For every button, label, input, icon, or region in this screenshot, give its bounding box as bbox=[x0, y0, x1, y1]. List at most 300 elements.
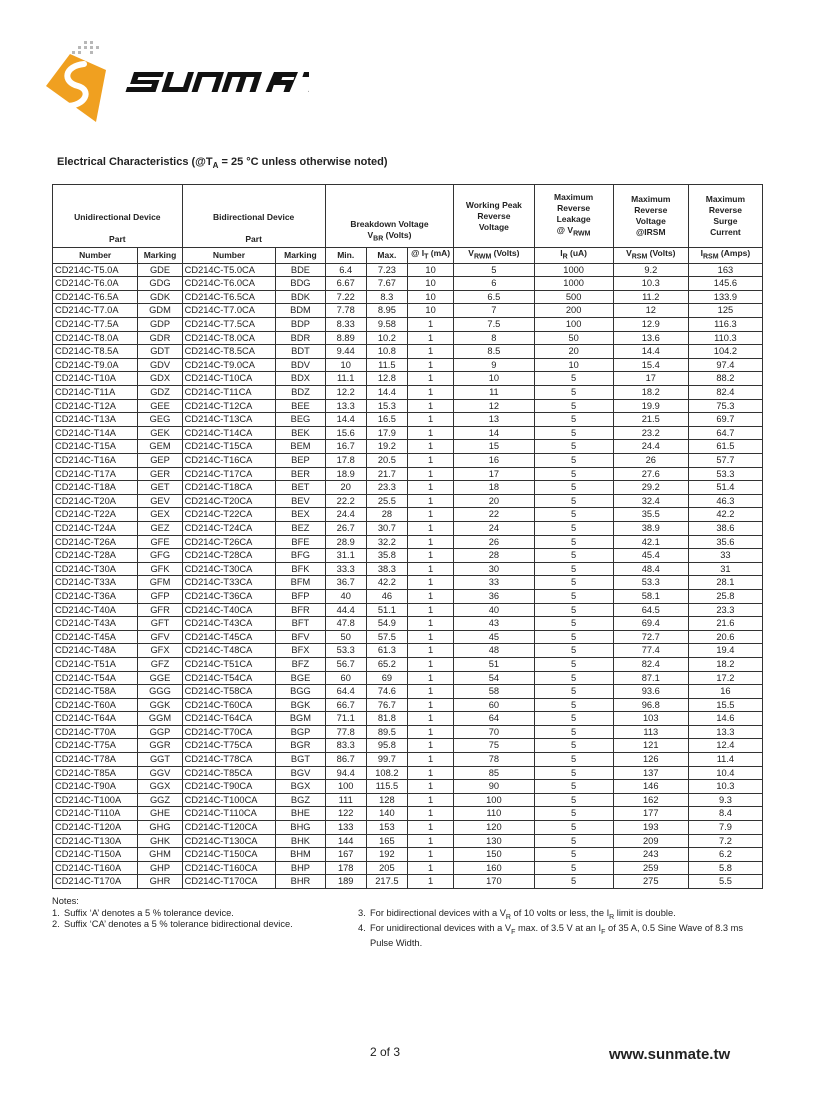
table-cell: 5 bbox=[534, 535, 613, 549]
table-cell: 1 bbox=[407, 753, 453, 767]
table-cell: 38.3 bbox=[366, 562, 407, 576]
table-cell: 7.2 bbox=[688, 834, 762, 848]
notes-header: Notes: bbox=[52, 896, 79, 906]
table-cell: BDV bbox=[276, 358, 325, 372]
table-cell: 130 bbox=[454, 834, 534, 848]
header-bi-part-number: Number bbox=[182, 248, 276, 264]
table-cell: CD214C-T13A bbox=[53, 413, 138, 427]
table-cell: GGG bbox=[138, 685, 182, 699]
table-cell: CD214C-T54CA bbox=[182, 671, 276, 685]
table-row bbox=[53, 671, 763, 685]
table-cell: 5 bbox=[534, 712, 613, 726]
table-cell: 145.6 bbox=[688, 277, 762, 291]
table-row bbox=[53, 698, 763, 712]
table-cell: 75 bbox=[454, 739, 534, 753]
table-cell: CD214C-T7.0CA bbox=[182, 304, 276, 318]
table-cell: CD214C-T10CA bbox=[182, 372, 276, 386]
table-cell: 17.2 bbox=[688, 671, 762, 685]
table-cell: BGX bbox=[276, 780, 325, 794]
table-cell: 153 bbox=[366, 821, 407, 835]
table-cell: 61.5 bbox=[688, 440, 762, 454]
table-row bbox=[53, 318, 763, 332]
table-cell: CD214C-T6.5CA bbox=[182, 290, 276, 304]
table-cell: 5 bbox=[534, 766, 613, 780]
table-cell: 42.2 bbox=[366, 576, 407, 590]
table-row bbox=[53, 494, 763, 508]
electrical-characteristics-table bbox=[52, 184, 763, 889]
table-cell: 50 bbox=[534, 331, 613, 345]
table-row bbox=[53, 467, 763, 481]
table-row bbox=[53, 821, 763, 835]
table-cell: CD214C-T130CA bbox=[182, 834, 276, 848]
table-cell: 42.2 bbox=[688, 508, 762, 522]
table-cell: 14 bbox=[454, 426, 534, 440]
table-cell: BEE bbox=[276, 399, 325, 413]
table-cell: BGM bbox=[276, 712, 325, 726]
table-cell: 17 bbox=[454, 467, 534, 481]
table-cell: 5 bbox=[534, 386, 613, 400]
table-cell: 36.7 bbox=[325, 576, 366, 590]
table-cell: 1 bbox=[407, 358, 453, 372]
table-row bbox=[53, 603, 763, 617]
table-cell: BHM bbox=[276, 848, 325, 862]
table-cell: 126 bbox=[613, 753, 688, 767]
table-cell: CD214C-T58A bbox=[53, 685, 138, 699]
table-cell: GEP bbox=[138, 454, 182, 468]
table-cell: 60 bbox=[325, 671, 366, 685]
table-cell: 7.22 bbox=[325, 290, 366, 304]
table-cell: 1 bbox=[407, 630, 453, 644]
table-cell: BGG bbox=[276, 685, 325, 699]
table-cell: 192 bbox=[366, 848, 407, 862]
table-cell: 5.5 bbox=[688, 875, 762, 889]
table-cell: 7.23 bbox=[366, 263, 407, 277]
table-cell: BEX bbox=[276, 508, 325, 522]
table-cell: 1 bbox=[407, 766, 453, 780]
table-cell: CD214C-T7.0A bbox=[53, 304, 138, 318]
header-uni-part-marking: Marking bbox=[138, 248, 182, 264]
table-cell: CD214C-T11A bbox=[53, 386, 138, 400]
table-cell: 64.7 bbox=[688, 426, 762, 440]
table-cell: 1 bbox=[407, 834, 453, 848]
table-row bbox=[53, 345, 763, 359]
table-row bbox=[53, 277, 763, 291]
table-cell: 9.2 bbox=[613, 263, 688, 277]
header-vrsm: $V_{RSM}$ (Volts) bbox=[613, 248, 688, 264]
table-cell: 54 bbox=[454, 671, 534, 685]
table-cell: 38.6 bbox=[688, 521, 762, 535]
table-cell: CD214C-T170A bbox=[53, 875, 138, 889]
table-cell: CD214C-T40CA bbox=[182, 603, 276, 617]
table-cell: BDM bbox=[276, 304, 325, 318]
table-row bbox=[53, 861, 763, 875]
table-cell: 140 bbox=[366, 807, 407, 821]
table-cell: BFR bbox=[276, 603, 325, 617]
table-cell: 86.7 bbox=[325, 753, 366, 767]
table-cell: 10.3 bbox=[613, 277, 688, 291]
table-cell: 1 bbox=[407, 467, 453, 481]
logo-mark bbox=[46, 54, 106, 122]
table-cell: 6.2 bbox=[688, 848, 762, 862]
table-cell: CD214C-T6.5A bbox=[53, 290, 138, 304]
table-cell: CD214C-T15CA bbox=[182, 440, 276, 454]
header-uni-part-number: Number bbox=[53, 248, 138, 264]
table-cell: 51.1 bbox=[366, 603, 407, 617]
table-cell: 5 bbox=[534, 671, 613, 685]
table-cell: 1 bbox=[407, 440, 453, 454]
table-cell: 10.4 bbox=[688, 766, 762, 780]
table-cell: 23.3 bbox=[688, 603, 762, 617]
table-row bbox=[53, 399, 763, 413]
table-cell: GFX bbox=[138, 644, 182, 658]
table-cell: 36 bbox=[454, 589, 534, 603]
table-cell: GGZ bbox=[138, 793, 182, 807]
table-cell: 5 bbox=[534, 562, 613, 576]
table-cell: 178 bbox=[325, 861, 366, 875]
table-cell: 71.1 bbox=[325, 712, 366, 726]
table-cell: 45.4 bbox=[613, 549, 688, 563]
table-cell: 5 bbox=[534, 589, 613, 603]
table-cell: 165 bbox=[366, 834, 407, 848]
table-cell: 5 bbox=[534, 494, 613, 508]
table-cell: 38.9 bbox=[613, 521, 688, 535]
table-cell: CD214C-T90CA bbox=[182, 780, 276, 794]
table-cell: 20.6 bbox=[688, 630, 762, 644]
table-cell: CD214C-T24A bbox=[53, 521, 138, 535]
table-cell: 7.9 bbox=[688, 821, 762, 835]
table-cell: 20 bbox=[454, 494, 534, 508]
table-cell: 12.4 bbox=[688, 739, 762, 753]
table-cell: CD214C-T48CA bbox=[182, 644, 276, 658]
table-cell: 69.7 bbox=[688, 413, 762, 427]
table-cell: 25.5 bbox=[366, 494, 407, 508]
table-cell: 64.5 bbox=[613, 603, 688, 617]
table-cell: 1 bbox=[407, 848, 453, 862]
table-cell: 10 bbox=[534, 358, 613, 372]
table-cell: 1 bbox=[407, 725, 453, 739]
table-cell: CD214C-T14CA bbox=[182, 426, 276, 440]
table-cell: CD214C-T24CA bbox=[182, 521, 276, 535]
table-cell: 17.8 bbox=[325, 454, 366, 468]
table-cell: 83.3 bbox=[325, 739, 366, 753]
table-cell: CD214C-T16CA bbox=[182, 454, 276, 468]
table-cell: BFV bbox=[276, 630, 325, 644]
table-cell: 177 bbox=[613, 807, 688, 821]
table-cell: BDT bbox=[276, 345, 325, 359]
table-cell: 85 bbox=[454, 766, 534, 780]
table-cell: 14.6 bbox=[688, 712, 762, 726]
table-cell: 10 bbox=[407, 304, 453, 318]
table-cell: 1 bbox=[407, 399, 453, 413]
table-row bbox=[53, 358, 763, 372]
table-cell: GEG bbox=[138, 413, 182, 427]
table-row bbox=[53, 372, 763, 386]
table-cell: 7.78 bbox=[325, 304, 366, 318]
table-cell: 30.7 bbox=[366, 521, 407, 535]
table-cell: 5 bbox=[534, 807, 613, 821]
table-cell: 51.4 bbox=[688, 481, 762, 495]
table-cell: 110.3 bbox=[688, 331, 762, 345]
table-cell: CD214C-T13CA bbox=[182, 413, 276, 427]
table-cell: 87.1 bbox=[613, 671, 688, 685]
table-cell: CD214C-T8.5CA bbox=[182, 345, 276, 359]
table-cell: CD214C-T12CA bbox=[182, 399, 276, 413]
table-cell: GHP bbox=[138, 861, 182, 875]
table-cell: 122 bbox=[325, 807, 366, 821]
table-cell: 193 bbox=[613, 821, 688, 835]
table-cell: 8.4 bbox=[688, 807, 762, 821]
table-cell: BHG bbox=[276, 821, 325, 835]
table-cell: BEZ bbox=[276, 521, 325, 535]
table-cell: 78 bbox=[454, 753, 534, 767]
table-cell: GEK bbox=[138, 426, 182, 440]
table-cell: 10.2 bbox=[366, 331, 407, 345]
table-cell: 1 bbox=[407, 671, 453, 685]
table-cell: CD214C-T51CA bbox=[182, 657, 276, 671]
table-row bbox=[53, 630, 763, 644]
table-cell: 35.5 bbox=[613, 508, 688, 522]
table-cell: 24 bbox=[454, 521, 534, 535]
table-cell: 10 bbox=[407, 277, 453, 291]
table-cell: 48.4 bbox=[613, 562, 688, 576]
table-cell: 100 bbox=[325, 780, 366, 794]
table-cell: 76.7 bbox=[366, 698, 407, 712]
table-cell: 95.8 bbox=[366, 739, 407, 753]
table-cell: 1 bbox=[407, 549, 453, 563]
table-cell: BET bbox=[276, 481, 325, 495]
table-cell: GHK bbox=[138, 834, 182, 848]
table-body bbox=[53, 263, 763, 888]
table-cell: 1 bbox=[407, 698, 453, 712]
header-max-surge-current: Maximum Reverse Surge Current bbox=[688, 185, 762, 248]
table-cell: 5 bbox=[454, 263, 534, 277]
table-cell: 9.44 bbox=[325, 345, 366, 359]
table-cell: CD214C-T60CA bbox=[182, 698, 276, 712]
table-cell: 16.5 bbox=[366, 413, 407, 427]
header-ir: $I_R$ (uA) bbox=[534, 248, 613, 264]
table-cell: 111 bbox=[325, 793, 366, 807]
table-cell: 15.6 bbox=[325, 426, 366, 440]
table-cell: 96.8 bbox=[613, 698, 688, 712]
table-cell: GHM bbox=[138, 848, 182, 862]
table-cell: 1 bbox=[407, 562, 453, 576]
table-cell: 205 bbox=[366, 861, 407, 875]
table-cell: GFE bbox=[138, 535, 182, 549]
table-cell: 81.8 bbox=[366, 712, 407, 726]
table-row bbox=[53, 440, 763, 454]
table-cell: 5 bbox=[534, 521, 613, 535]
table-cell: CD214C-T85CA bbox=[182, 766, 276, 780]
table-cell: 133 bbox=[325, 821, 366, 835]
table-cell: CD214C-T110CA bbox=[182, 807, 276, 821]
table-cell: 33 bbox=[454, 576, 534, 590]
table-cell: 1 bbox=[407, 685, 453, 699]
website-url[interactable]: www.sunmate.tw bbox=[609, 1046, 731, 1063]
table-cell: GFT bbox=[138, 617, 182, 631]
table-cell: CD214C-T9.0CA bbox=[182, 358, 276, 372]
table-cell: 5 bbox=[534, 372, 613, 386]
table-cell: 5 bbox=[534, 603, 613, 617]
table-cell: 8.95 bbox=[366, 304, 407, 318]
table-cell: GGR bbox=[138, 739, 182, 753]
table-cell: GDK bbox=[138, 290, 182, 304]
table-cell: BHK bbox=[276, 834, 325, 848]
table-cell: CD214C-T43A bbox=[53, 617, 138, 631]
table-cell: CD214C-T22CA bbox=[182, 508, 276, 522]
table-row bbox=[53, 644, 763, 658]
table-cell: 53.3 bbox=[613, 576, 688, 590]
table-cell: 1 bbox=[407, 712, 453, 726]
table-cell: BEV bbox=[276, 494, 325, 508]
table-cell: CD214C-T8.0A bbox=[53, 331, 138, 345]
table-cell: 5 bbox=[534, 630, 613, 644]
table-cell: CD214C-T43CA bbox=[182, 617, 276, 631]
table-cell: 5 bbox=[534, 399, 613, 413]
table-cell: 1 bbox=[407, 644, 453, 658]
table-cell: 10 bbox=[325, 358, 366, 372]
table-cell: GGP bbox=[138, 725, 182, 739]
table-cell: GFR bbox=[138, 603, 182, 617]
table-cell: 58 bbox=[454, 685, 534, 699]
table-cell: 64.4 bbox=[325, 685, 366, 699]
table-row bbox=[53, 875, 763, 889]
table-cell: 170 bbox=[454, 875, 534, 889]
table-cell: 40 bbox=[454, 603, 534, 617]
table-cell: 10 bbox=[407, 290, 453, 304]
table-cell: GDX bbox=[138, 372, 182, 386]
table-cell: 26 bbox=[454, 535, 534, 549]
table-cell: 75.3 bbox=[688, 399, 762, 413]
table-row bbox=[53, 549, 763, 563]
table-cell: 27.6 bbox=[613, 467, 688, 481]
page-number: 2 of 3 bbox=[370, 1045, 401, 1059]
table-cell: 57.5 bbox=[366, 630, 407, 644]
table-cell: 12.8 bbox=[366, 372, 407, 386]
table-cell: 11.1 bbox=[325, 372, 366, 386]
table-cell: 1 bbox=[407, 780, 453, 794]
table-cell: 31.1 bbox=[325, 549, 366, 563]
table-cell: 20.5 bbox=[366, 454, 407, 468]
table-cell: BGR bbox=[276, 739, 325, 753]
table-cell: 33.3 bbox=[325, 562, 366, 576]
table-cell: 28 bbox=[454, 549, 534, 563]
table-cell: 1 bbox=[407, 617, 453, 631]
table-cell: BGE bbox=[276, 671, 325, 685]
table-cell: BDX bbox=[276, 372, 325, 386]
table-cell: 12.9 bbox=[613, 318, 688, 332]
table-cell: 1 bbox=[407, 386, 453, 400]
table-cell: 11 bbox=[454, 386, 534, 400]
table-cell: BGV bbox=[276, 766, 325, 780]
table-cell: 47.8 bbox=[325, 617, 366, 631]
table-cell: 5 bbox=[534, 467, 613, 481]
section-title: Electrical Characteristics ($@T_A = 25$ °C unless otherwise noted) bbox=[57, 156, 388, 171]
table-cell: GEE bbox=[138, 399, 182, 413]
table-cell: 50 bbox=[325, 630, 366, 644]
table-cell: GGX bbox=[138, 780, 182, 794]
table-cell: GEV bbox=[138, 494, 182, 508]
table-cell: GDT bbox=[138, 345, 182, 359]
table-cell: 1 bbox=[407, 508, 453, 522]
table-cell: GFM bbox=[138, 576, 182, 590]
table-cell: 144 bbox=[325, 834, 366, 848]
table-cell: 5 bbox=[534, 508, 613, 522]
table-cell: 77.4 bbox=[613, 644, 688, 658]
table-cell: 21.7 bbox=[366, 467, 407, 481]
table-row bbox=[53, 780, 763, 794]
table-cell: CD214C-T160A bbox=[53, 861, 138, 875]
table-cell: 26.7 bbox=[325, 521, 366, 535]
table-cell: 5.8 bbox=[688, 861, 762, 875]
table-cell: 57.7 bbox=[688, 454, 762, 468]
table-cell: 217.5 bbox=[366, 875, 407, 889]
table-cell: 15.5 bbox=[688, 698, 762, 712]
table-cell: BGP bbox=[276, 725, 325, 739]
table-cell: 275 bbox=[613, 875, 688, 889]
table-cell: BFP bbox=[276, 589, 325, 603]
table-cell: 146 bbox=[613, 780, 688, 794]
table-row bbox=[53, 426, 763, 440]
table-cell: 125 bbox=[688, 304, 762, 318]
table-cell: 16 bbox=[454, 454, 534, 468]
table-cell: GFK bbox=[138, 562, 182, 576]
table-cell: 21.5 bbox=[613, 413, 688, 427]
table-cell: 115.5 bbox=[366, 780, 407, 794]
table-cell: 14.4 bbox=[325, 413, 366, 427]
table-cell: 163 bbox=[688, 263, 762, 277]
table-cell: CD214C-T70CA bbox=[182, 725, 276, 739]
table-cell: CD214C-T75A bbox=[53, 739, 138, 753]
table-cell: 121 bbox=[613, 739, 688, 753]
table-cell: 1 bbox=[407, 521, 453, 535]
table-cell: 1 bbox=[407, 657, 453, 671]
table-cell: 116.3 bbox=[688, 318, 762, 332]
table-cell: CD214C-T90A bbox=[53, 780, 138, 794]
table-cell: 11.5 bbox=[366, 358, 407, 372]
table-cell: CD214C-T70A bbox=[53, 725, 138, 739]
table-cell: CD214C-T17CA bbox=[182, 467, 276, 481]
table-cell: CD214C-T9.0A bbox=[53, 358, 138, 372]
table-cell: CD214C-T12A bbox=[53, 399, 138, 413]
table-cell: CD214C-T120CA bbox=[182, 821, 276, 835]
table-cell: 58.1 bbox=[613, 589, 688, 603]
table-cell: GDG bbox=[138, 277, 182, 291]
table-cell: GHR bbox=[138, 875, 182, 889]
table-cell: 1 bbox=[407, 535, 453, 549]
table-cell: 162 bbox=[613, 793, 688, 807]
header-breakdown-voltage: Breakdown Voltage $V_{BR}$ (Volts) bbox=[325, 185, 454, 248]
table-cell: CD214C-T100A bbox=[53, 793, 138, 807]
table-row bbox=[53, 304, 763, 318]
table-cell: 137 bbox=[613, 766, 688, 780]
table-cell: 1 bbox=[407, 861, 453, 875]
table-cell: 8 bbox=[454, 331, 534, 345]
table-cell: 5 bbox=[534, 617, 613, 631]
table-cell: CD214C-T30CA bbox=[182, 562, 276, 576]
table-cell: 14.4 bbox=[366, 386, 407, 400]
table-cell: 48 bbox=[454, 644, 534, 658]
table-cell: 94.4 bbox=[325, 766, 366, 780]
table-cell: 209 bbox=[613, 834, 688, 848]
table-cell: 46.3 bbox=[688, 494, 762, 508]
table-cell: CD214C-T54A bbox=[53, 671, 138, 685]
table-cell: 44.4 bbox=[325, 603, 366, 617]
table-cell: 5 bbox=[534, 739, 613, 753]
table-cell: 128 bbox=[366, 793, 407, 807]
table-cell: BFK bbox=[276, 562, 325, 576]
table-row bbox=[53, 834, 763, 848]
table-cell: BFT bbox=[276, 617, 325, 631]
